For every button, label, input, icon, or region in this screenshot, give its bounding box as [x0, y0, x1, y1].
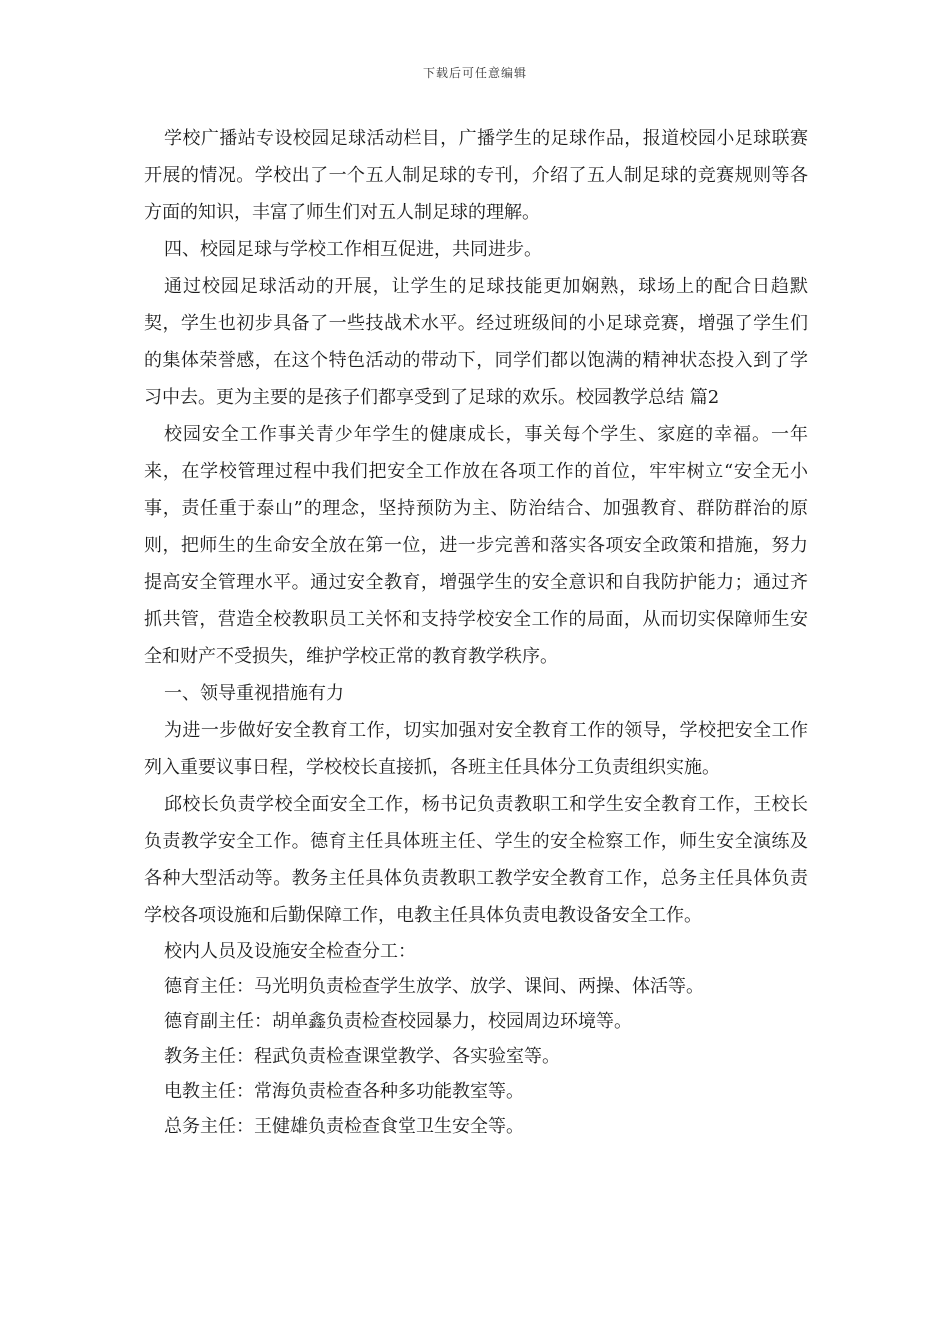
list-item: 总务主任：王健雄负责检查食堂卫生安全等。: [164, 1116, 524, 1137]
page-header: 下载后可任意编辑: [422, 66, 527, 80]
section-heading-four: 四、校园足球与学校工作相互促进，共同进步。: [164, 239, 542, 260]
paragraph-leadership: 为进一步做好安全教育工作，切实加强对安全教育工作的领导，学校把安全工作列入重要议事日程，学校校长直接抓，各班主任具体分工负责组织实施。: [144, 720, 808, 778]
document-body: [144, 120, 808, 1144]
list-item: 电教主任：常海负责检查各种多功能教室等。: [164, 1081, 524, 1102]
list-item: 德育副主任：胡单鑫负责检查校园暴力，校园周边环境等。: [164, 1011, 632, 1032]
paragraph-football-benefits: 通过校园足球活动的开展，让学生的足球技能更加娴熟，球场上的配合日趋默契，学生也初步具备了一些技战术水平。经过班级间的小足球竞赛，增强了学生们的集体荣誉感，在这个特色活动的带动下，同学们都以饱满的精神状态投入到了学习中去。更为主要的是孩子们都享受到了足球的欢乐。校园教学总结 篇2: [144, 276, 808, 408]
list-item: 德育主任：马光明负责检查学生放学、放学、课间、两操、体活等。: [164, 976, 704, 997]
list-item: 教务主任：程武负责检查课堂教学、各实验室等。: [164, 1046, 560, 1067]
paragraph-safety-intro: 校园安全工作事关青少年学生的健康成长，事关每个学生、家庭的幸福。一年来，在学校管理过程中我们把安全工作放在各项工作的首位，牢牢树立“安全无小事，责任重于泰山”的理念，坚持预防为主、防治结合、加强教育、群防群治的原则，把师生的生命安全放在第一位，进一步完善和落实各项安全政策和措施，努力提高安全管理水平。通过安全教育，增强学生的安全意识和自我防护能力；通过齐抓共管，营造全校教职员工关怀和支持学校安全工作的局面，从而切实保障师生安全和财产不受损失，维护学校正常的教育教学秩序。: [144, 424, 808, 667]
paragraph-broadcast: 学校广播站专设校园足球活动栏目，广播学生的足球作品，报道校园小足球联赛开展的情况。学校出了一个五人制足球的专刊，介绍了五人制足球的竞赛规则等各方面的知识，丰富了师生们对五人制足球的理解。: [144, 128, 808, 223]
section-heading-one: 一、领导重视措施有力: [164, 683, 344, 704]
list-heading-inspection: 校内人员及设施安全检查分工：: [164, 941, 416, 962]
paragraph-responsibilities: 邱校长负责学校全面安全工作，杨书记负责教职工和学生安全教育工作，王校长负责教学安全工作。德育主任具体班主任、学生的安全检察工作，师生安全演练及各种大型活动等。教务主任具体负责教职工教学安全教育工作，总务主任具体负责学校各项设施和后勤保障工作，电教主任具体负责电教设备安全工作。: [144, 794, 808, 926]
